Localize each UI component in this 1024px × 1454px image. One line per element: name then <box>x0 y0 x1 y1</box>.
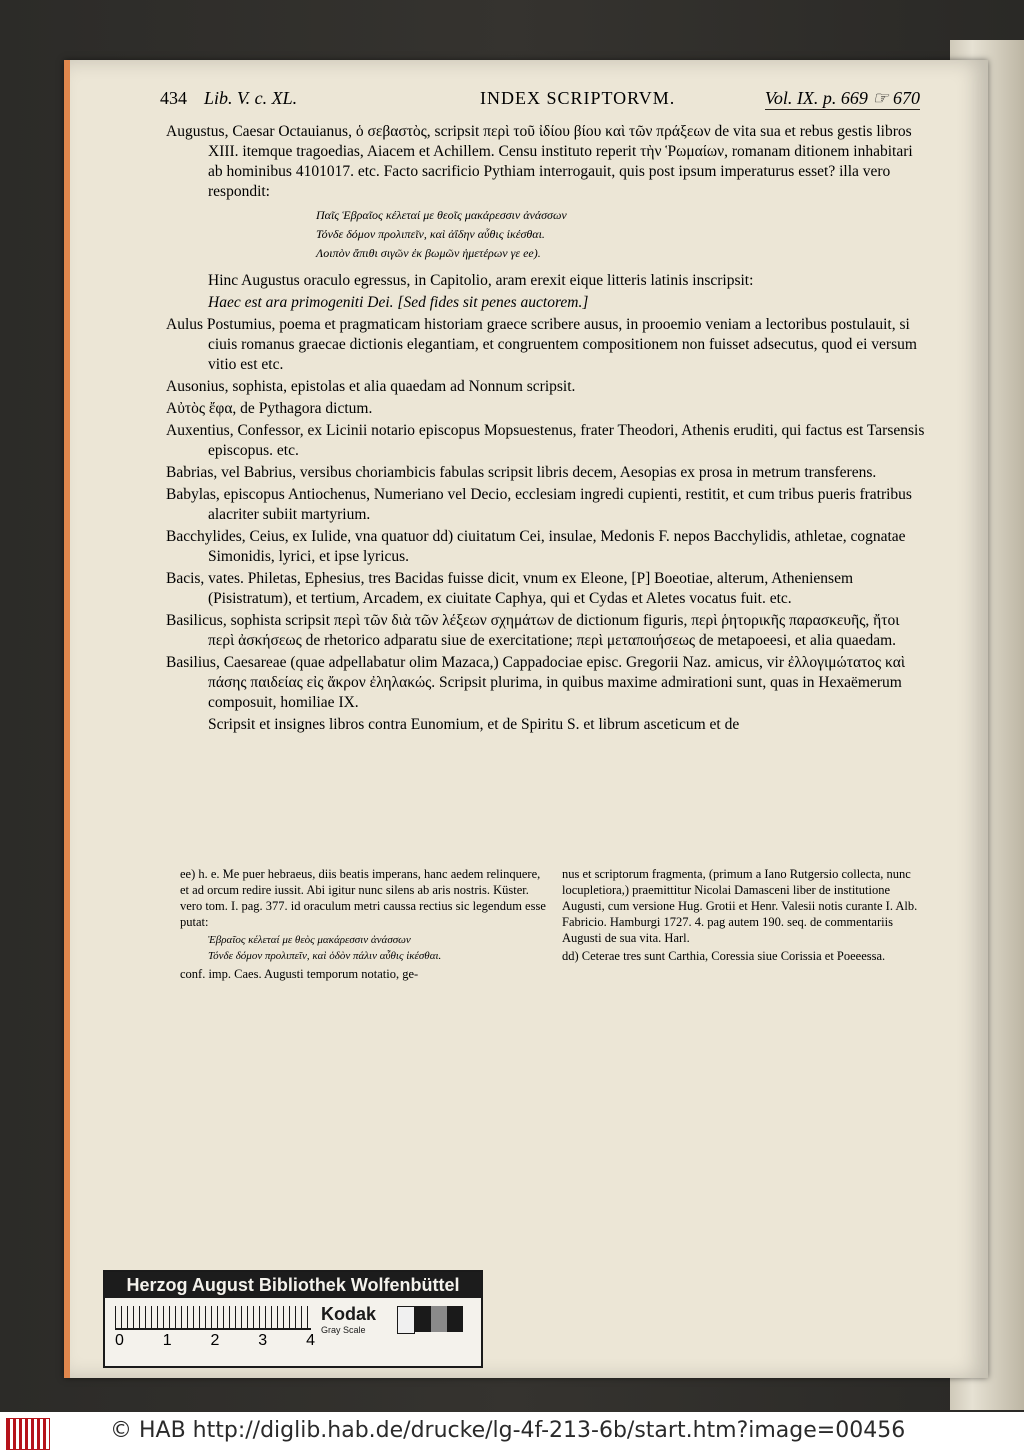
entry-babylas: Babylas, episcopus Antiochenus, Numeriano vel Decio, ecclesiam ingredi cupienti, restitit, et cum tribus pueris fratribus alacriter subiit martyrium. <box>166 486 912 523</box>
verse-line: Ἑβραῖος κέλεταί με θεὸς μακάρεσσιν ἀνάσσων <box>208 934 411 946</box>
library-name: Herzog August Bibliothek Wolfenbüttel <box>105 1272 481 1298</box>
footnotes-left <box>180 866 548 982</box>
copyright-link[interactable]: © HAB http://diglib.hab.de/drucke/lg-4f-213-6b/start.htm?image=00456 <box>110 1418 906 1443</box>
page-title: INDEX SCRIPTORVM. <box>480 88 676 108</box>
entry-augustus: Augustus, Caesar Octauianus, ὁ σεβαστὸς, scripsit περὶ τοῦ ἰδίου βίου καὶ τῶν πράξεων de vita sua et rebus gestis libros XIII. itemque tragoedias, Aiacem et Achillem. Censu instituto reperit τὴν Ῥωμαίων, romanam ditionem inhabitari ab hominibus 4101017. etc. Facto sacrificio Pythiam interrogauit, quis post ipsum imperaturus esset? illa vero respondit: <box>166 123 913 200</box>
footnote-ee: ee) h. e. Me puer hebraeus, diis beatis imperans, hanc aedem relinquere, et ad orcum redire iussit. Abi igitur nunc silens ab aris nostris. Küster. vero tom. I. pag. 377. id oraculum metri caussa rectius sic legendum esse putat: <box>180 867 546 929</box>
hab-logo-icon <box>6 1418 50 1450</box>
gray-scale-patches <box>397 1306 463 1334</box>
footer-bar <box>0 1412 1024 1454</box>
verse-line: Τόνδε δόμον προλιπεῖν, καὶ ἀΐδην αὖθις ἱκέσθαι. <box>316 227 545 241</box>
footnote-conf: conf. imp. Caes. Augusti temporum notatio, ge- <box>180 967 419 981</box>
ruler-numbers <box>115 1332 315 1350</box>
color-calibration-label <box>103 1270 483 1368</box>
scale-ruler <box>115 1306 311 1330</box>
entry-babrias: Babrias, vel Babrius, versibus choriambicis fabulas scripsit libris decem, Aesopias ex prosa in metrum transferens. <box>166 464 877 481</box>
gray-patch <box>431 1306 447 1332</box>
volume-ref: Vol. IX. p. 669 ☞ 670 <box>764 88 920 108</box>
verse-line: Παῖς Ἑβραῖος κέλεταί με θεοῖς μακάρεσσιν ἀνάσσων <box>316 208 567 222</box>
footnote-verse <box>208 932 548 964</box>
gray-patch <box>447 1306 463 1332</box>
ruler-number: 1 <box>162 1332 172 1349</box>
footnote-dd: dd) Ceterae tres sunt Carthia, Coressia siue Corissia et Poeeessa. <box>562 949 886 963</box>
ruler-number: 3 <box>258 1332 268 1349</box>
page-number: 434 <box>160 88 187 108</box>
ruler-number: 0 <box>115 1332 124 1349</box>
kodak-logo-text: Kodak <box>321 1304 377 1324</box>
verse-line: Τόνδε δόμον προλιπεῖν, καὶ ὁδὸν πάλιν αὖθις ἱκέσθαι. <box>208 950 442 962</box>
entry-autos: Αὐτὸς ἔφα, de Pythagora dictum. <box>166 400 373 417</box>
entry-basilius: Basilius, Caesareae (quae adpellabatur olim Mazaca,) Cappadociae episc. Gregorii Naz. amicus, vir ἐλλογιμώτατος καὶ πάσης παιδείας εἰς ἄκρον ἐληλακώς. Scripsit plurima, in quibus maxime admirationi sunt, quas in Hexaëmerum composuit, homiliae IX. <box>166 654 906 711</box>
entry-bacis: Bacis, vates. Philetas, Ephesius, tres Bacidas fuisse dicit, vnum ex Eleone, [P] Boeotiae, alterum, Atheniensem (Pisistratum), et tertium, Arcadem, ex ciuitate Caphya, qui et Cydas et Aletes vocatus fuit. etc. <box>166 570 854 607</box>
oracle-inscription: Hinc Augustus oraculo egressus, in Capitolio, aram erexit eique litteris latinis inscripsit: <box>208 272 754 289</box>
chapter-ref: Lib. V. c. XL. <box>204 88 298 108</box>
entry-aulus: Aulus Postumius, poema et pragmaticam historiam graece scribere ausus, in prooemio veniam a lectoribus postulauit, si ciuis romanus graecae dictionis elegantiam, et congruentem compositionem non fuisset adsecutus, quod ei versum vitio est etc. <box>166 316 917 373</box>
ruler-number: 4 <box>306 1332 315 1349</box>
entry-auxentius: Auxentius, Confessor, ex Licinii notario episcopus Mopsuestenus, frater Theodori, Athenis eruditi, qui factus est Tarsensis episcopus. etc. <box>166 422 925 459</box>
footnotes-right <box>562 866 930 982</box>
entry-bacchylides: Bacchylides, Ceius, ex Iulide, vna quatuor dd) ciuitatum Cei, insulae, Medonis F. nepos Bacchylidis, athletae, cognatae Simonidis, lyrici, et ipse lyricus. <box>166 528 906 565</box>
entry-basilius-cont: Scripsit et insignes libros contra Eunomium, et de Spiritu S. et librum asceticum et de <box>208 716 740 733</box>
gray-patch <box>415 1306 431 1332</box>
running-header <box>160 88 920 114</box>
entry-basilicus: Basilicus, sophista scripsit περὶ τῶν διὰ τῶν λέξεων σχημάτων de dictionum figuris, περὶ ῥητορικῆς παρασκευῆς, ἤτοι περὶ ἀσκήσεως de rhetorico adparatu siue de exercitatione; περὶ μεταποιήσεως de metapoeesi, et alia quaedam. <box>166 612 900 649</box>
oracle-verse <box>316 206 926 263</box>
entry-ausonius: Ausonius, sophista, epistolas et alia quaedam ad Nonnum scripsit. <box>166 378 576 395</box>
main-text <box>166 122 926 737</box>
verse-line: Λοιπὸν ἄπιθι σιγῶν ἐκ βωμῶν ἡμετέρων γε ee). <box>316 246 541 260</box>
footnote-cont: nus et scriptorum fragmenta, (primum a Iano Rutgersio collecta, nunc locupletiora,) praemittitur Nicolai Damasceni liber de institutione Augusti, cum versione Hug. Grotii et Henr. Valesii notis curante I. Alb. Fabricio. Hamburgi 1727. 4. pag autem 190. seq. de commentariis Augusti de sua vita. Harl. <box>562 867 918 945</box>
ara-inscription: Haec est ara primogeniti Dei. [Sed fides sit penes auctorem.] <box>208 294 589 311</box>
footnotes <box>180 866 930 982</box>
gray-patch <box>397 1306 415 1334</box>
ruler-number: 2 <box>210 1332 220 1349</box>
kodak-brand <box>321 1304 376 1335</box>
gray-scale-text: Gray Scale <box>321 1325 366 1335</box>
